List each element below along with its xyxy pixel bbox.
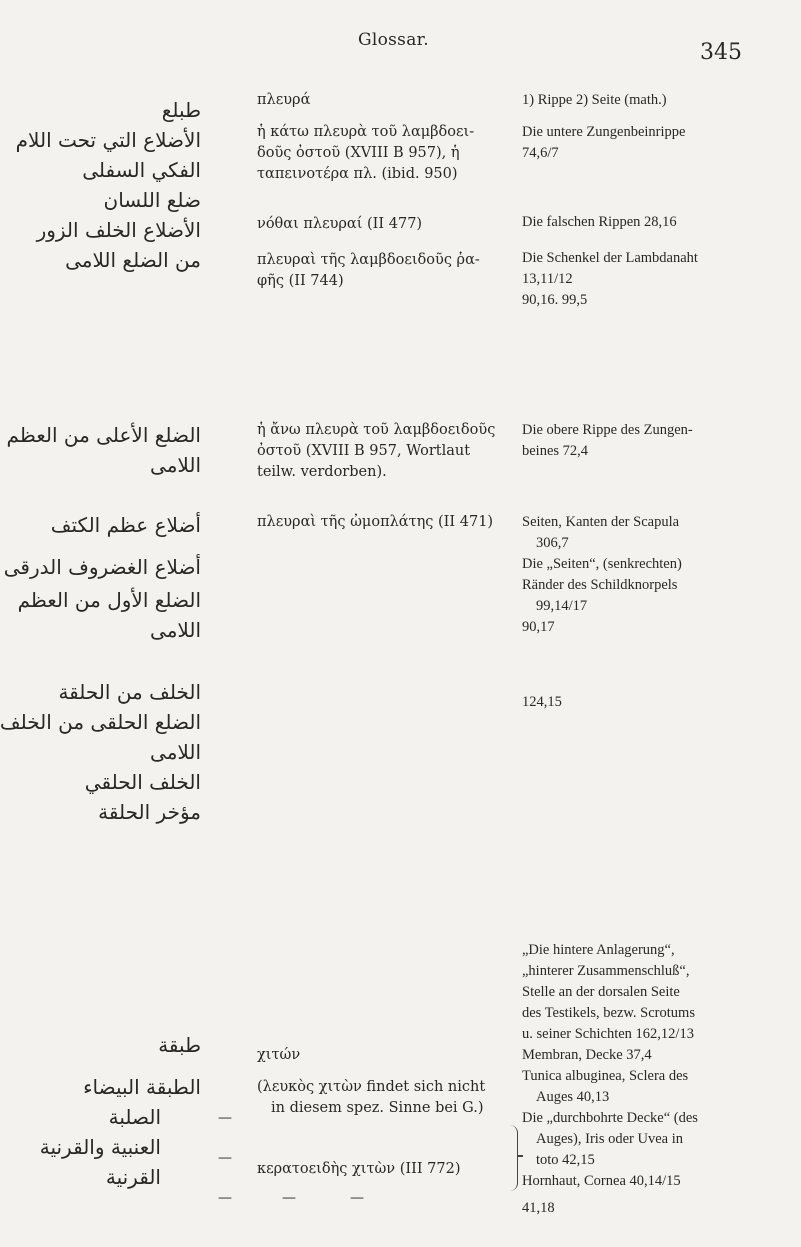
arabic-term: الضلع الحلقى من الخلف — [0, 710, 201, 734]
german-definition: 306,7 — [536, 535, 569, 551]
german-definition: Die „Seiten“, (senkrechten) — [522, 556, 682, 572]
greek-term: ταπεινοτέρα πλ. (ibid. 950) — [257, 166, 458, 182]
german-column — [522, 248, 784, 311]
page-number: 345 — [700, 40, 742, 65]
page-header — [0, 30, 801, 70]
german-definition: 41,18 — [522, 1200, 555, 1216]
greek-column — [257, 214, 505, 235]
arabic-term: أضلاع الغضروف الدرقى — [3, 555, 201, 579]
german-definition: Membran, Decke 37,4 — [522, 1047, 652, 1063]
arabic-column — [0, 585, 201, 827]
german-column — [522, 212, 784, 233]
arabic-column — [3, 510, 201, 582]
greek-column — [257, 1045, 505, 1180]
german-definition: 124,15 — [522, 694, 562, 710]
german-definition: Die falschen Rippen 28,16 — [522, 214, 677, 230]
greek-term: νόθαι πλευραί (II 477) — [257, 216, 423, 232]
german-definition: Ränder des Schildknorpels — [522, 577, 678, 593]
greek-term: (λευκὸς χιτὼν findet sich nicht — [257, 1079, 486, 1095]
german-definition: 99,14/17 — [536, 598, 588, 614]
arabic-term: الخلف الحلقي — [84, 770, 201, 794]
german-definition: Seiten, Kanten der Scapula — [522, 514, 680, 530]
german-definition: beines 72,4 — [522, 443, 589, 459]
curly-brace — [509, 1125, 518, 1191]
greek-term: χιτών — [257, 1047, 301, 1063]
arabic-term: الضلع الأعلى من العظم — [6, 423, 201, 447]
german-column — [522, 90, 784, 164]
german-definition: Die „durchbohrte Decke“ (des — [522, 1110, 698, 1126]
german-definition: toto 42,15 — [536, 1152, 595, 1168]
arabic-term: اللامى — [150, 740, 201, 764]
greek-column — [257, 512, 505, 533]
german-definition: Stelle an der dorsalen Seite — [522, 984, 680, 1000]
german-column — [522, 512, 784, 638]
german-definition: Hornhaut, Cornea 40,14/15 — [522, 1173, 681, 1189]
greek-term: ἡ ἄνω πλευρὰ τοῦ λαμβδοειδοῦς — [257, 422, 496, 438]
german-definition: 90,17 — [522, 619, 555, 635]
arabic-term: طبقة — [158, 1033, 201, 1057]
running-title: Glossar. — [358, 30, 429, 50]
german-definition: 13,11/12 — [522, 271, 573, 287]
greek-term: πλευραὶ τῆς λαμβδοειδοῦς ῥα- — [257, 252, 480, 268]
greek-term: ὀστοῦ (XVIII B 957, Wortlaut — [257, 443, 471, 459]
german-definition: 90,16. 99,5 — [522, 292, 588, 308]
arabic-term: القرنية — [105, 1165, 161, 1189]
german-definition: „hinterer Zusammenschluß“, — [522, 963, 690, 979]
greek-term: φῆς (II 744) — [257, 273, 344, 289]
german-definition: Die Schenkel der Lambdanaht — [522, 250, 698, 266]
german-definition: Auges), Iris oder Uvea in — [536, 1131, 683, 1147]
german-column — [522, 1045, 784, 1219]
arabic-term: الأضلاع التي تحت اللام — [15, 128, 201, 152]
german-definition: Die untere Zungenbeinrippe — [522, 124, 686, 140]
german-definition: Die obere Rippe des Zungen- — [522, 422, 693, 438]
arabic-term: الفكي السفلى — [82, 158, 201, 182]
ditto-dash: — — [218, 1110, 232, 1126]
greek-term: ἡ κάτω πλευρὰ τοῦ λαμβδοει- — [257, 124, 475, 140]
greek-term: δοῦς ὀστοῦ (XVIII B 957), ἡ — [257, 145, 460, 161]
german-column — [522, 940, 784, 1045]
german-definition: Auges 40,13 — [536, 1089, 610, 1105]
arabic-term: الصلبة — [108, 1105, 161, 1129]
arabic-term: أضلاع عظم الكتف — [50, 513, 201, 537]
greek-term: in diesem spez. Sinne bei G.) — [271, 1100, 484, 1116]
arabic-column — [11, 1030, 201, 1192]
arabic-term: مؤخر الحلقة — [98, 800, 201, 824]
arabic-term: ضلع اللسان — [103, 188, 201, 212]
ditto-dash: — — [282, 1190, 296, 1206]
arabic-term: الطبقة البيضاء — [83, 1075, 201, 1099]
german-column — [522, 692, 784, 713]
greek-term: πλευρά — [257, 92, 311, 108]
greek-term: κερατοειδὴς χιτὼν (III 772) — [257, 1161, 461, 1177]
arabic-term: الضلع الأول من العظم — [17, 588, 201, 612]
ditto-dash: — — [350, 1190, 364, 1206]
arabic-term: العنبية والقرنية — [39, 1135, 161, 1159]
arabic-term: طبلع — [161, 98, 201, 122]
arabic-term: الخلف من الحلقة — [58, 680, 201, 704]
german-definition: Tunica albuginea, Sclera des — [522, 1068, 689, 1084]
german-definition: 74,6/7 — [522, 145, 559, 161]
arabic-column — [11, 95, 201, 275]
german-column — [522, 420, 784, 462]
greek-column — [257, 250, 505, 292]
german-definition: 1) Rippe 2) Seite (math.) — [522, 92, 667, 108]
german-definition: u. seiner Schichten 162,12/13 — [522, 1026, 694, 1042]
ditto-dash: — — [218, 1190, 232, 1206]
arabic-term: اللامى — [150, 453, 201, 477]
arabic-term: اللامى — [150, 618, 201, 642]
greek-term: πλευραὶ τῆς ὠμοπλάτης (II 471) — [257, 514, 494, 530]
greek-column — [257, 90, 505, 185]
german-definition: des Testikels, bezw. Scrotums — [522, 1005, 695, 1021]
german-definition: „Die hintere Anlagerung“, — [522, 942, 675, 958]
greek-term: teilw. verdorben). — [257, 464, 387, 480]
arabic-column — [6, 420, 201, 480]
arabic-term: من الضلع اللامى — [65, 248, 201, 272]
ditto-dash: — — [218, 1150, 232, 1166]
greek-column — [257, 420, 505, 483]
arabic-term: الأضلاع الخلف الزور — [36, 218, 201, 242]
